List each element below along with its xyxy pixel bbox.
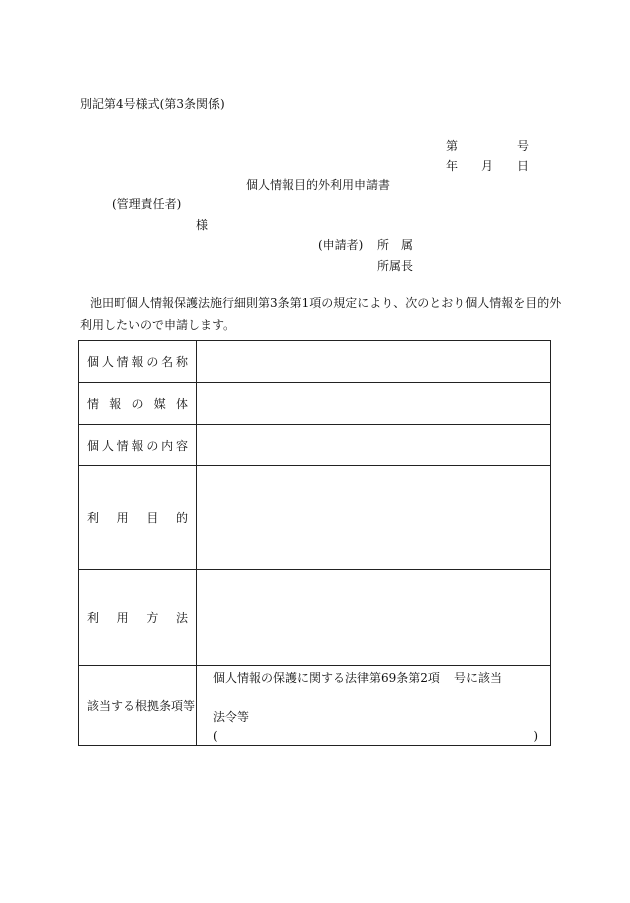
label-char: 方 (146, 611, 159, 625)
label-char: 情 (87, 397, 100, 411)
row-purpose (79, 466, 551, 570)
label-char: 個 (87, 355, 100, 369)
applicant-label: (申請者) (318, 238, 364, 252)
label-char: 人 (101, 438, 114, 453)
label-char: 個 (87, 438, 100, 453)
row-name (79, 341, 551, 383)
date-year: 年 (446, 159, 459, 173)
application-table (78, 340, 551, 746)
label-char: 用 (116, 511, 129, 525)
label-char: 報 (131, 438, 144, 453)
label-char: 体 (175, 397, 188, 411)
label-char: 内 (161, 438, 174, 453)
addressee-honorific: 様 (196, 218, 209, 232)
open-paren: ( (213, 729, 218, 743)
form-id: 別記第4号様式(第3条関係) (80, 97, 225, 111)
label-personal-info-content (79, 425, 197, 466)
row-medium (79, 383, 551, 425)
label-char: 人 (101, 355, 114, 369)
label-char: 用 (116, 611, 129, 625)
label-char: 名 (161, 355, 174, 369)
field-legal-basis[interactable] (197, 666, 551, 746)
label-char: 法 (175, 611, 188, 625)
label-char: の (131, 397, 144, 411)
row-content (79, 425, 551, 466)
applicant-head: 所属長 (377, 259, 414, 273)
label-usage-method (79, 570, 197, 666)
label-char: 情 (116, 438, 129, 453)
label-char: 利 (87, 611, 100, 625)
number-dai: 第 (446, 139, 459, 153)
law-reference: 個人情報の保護に関する法律第69条第2項 (213, 671, 440, 685)
label-char: 的 (175, 511, 188, 525)
label-char: 報 (109, 397, 122, 411)
row-method (79, 570, 551, 666)
label-personal-info-name (79, 341, 197, 383)
label-char: 称 (175, 355, 188, 369)
label-char: 情 (116, 355, 129, 369)
field-usage-method[interactable] (197, 570, 551, 666)
field-personal-info-content[interactable] (197, 425, 551, 466)
date-day: 日 (517, 159, 530, 173)
label-char: の (146, 355, 159, 369)
addressee-role: (管理責任者) (112, 197, 182, 211)
applicant-affiliation: 所 属 (377, 238, 414, 252)
number-go: 号 (517, 139, 530, 153)
label-char: 容 (175, 438, 188, 453)
label-char: 利 (87, 511, 100, 525)
label-legal-basis: 該当する根拠条項等 (79, 666, 197, 746)
close-paren: ) (533, 729, 538, 743)
law-suffix: 号に該当 (454, 671, 503, 685)
label-char: 報 (131, 355, 144, 369)
body-text-line2: 利用したいので申請します。 (80, 318, 236, 332)
row-basis (79, 666, 551, 746)
label-info-medium (79, 383, 197, 425)
field-usage-purpose[interactable] (197, 466, 551, 570)
ordinance-label: 法令等 (213, 710, 250, 724)
field-personal-info-name[interactable] (197, 341, 551, 383)
body-text-line1: 池田町個人情報保護法施行細則第3条第1項の規定により、次のとおり個人情報を目的外 (90, 296, 562, 310)
label-char: の (146, 438, 159, 453)
document-title: 個人情報目的外利用申請書 (246, 178, 391, 192)
label-char: 目 (146, 511, 159, 525)
field-info-medium[interactable] (197, 383, 551, 425)
label-char: 媒 (153, 397, 166, 411)
label-usage-purpose (79, 466, 197, 570)
date-month: 月 (481, 159, 494, 173)
